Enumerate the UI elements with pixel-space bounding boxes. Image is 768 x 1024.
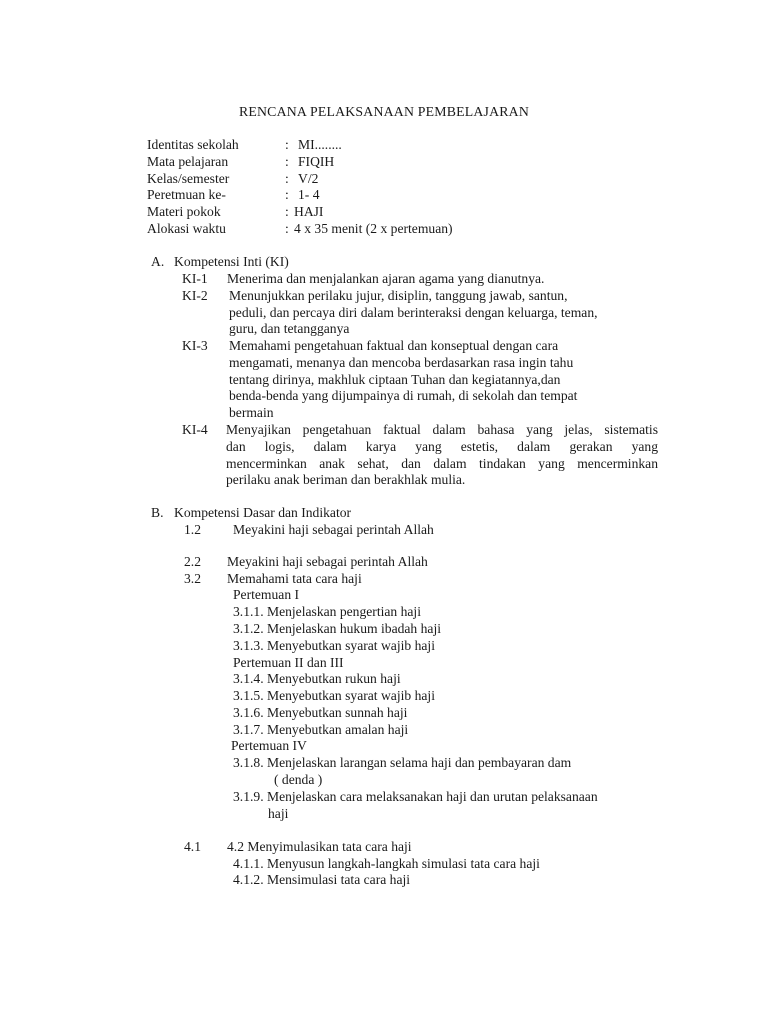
ki-code: KI-1 (182, 271, 208, 286)
ki-text-line: peduli, dan percaya diri dalam berinteraksi dengan keluarga, teman, (229, 305, 598, 320)
document-title: RENCANA PELAKSANAAN PEMBELAJARAN (238, 104, 530, 119)
indicator-item: 3.1.8. Menjelaskan larangan selama haji dan pembayaran dam (233, 755, 572, 770)
kd-number: 3.2 (184, 571, 201, 586)
indicator-item: 3.1.3. Menyebutkan syarat wajib haji (233, 638, 435, 653)
indicator-item: 3.1.2. Menjelaskan hukum ibadah haji (233, 621, 442, 636)
kd-number: 4.1 (184, 839, 201, 854)
indicator-item: 3.1.7. Menyebutkan amalan haji (233, 722, 409, 737)
indicator-item: 4.1.2. Mensimulasi tata cara haji (233, 872, 411, 887)
identity-value-time: 4 x 35 menit (2 x pertemuan) (294, 221, 453, 236)
indicator-item: 3.1.5. Menyebutkan syarat wajib haji (233, 688, 435, 703)
kd-text: Meyakini haji sebagai perintah Allah (233, 522, 434, 537)
identity-sep-topic: : (285, 204, 289, 219)
meeting-heading: Pertemuan I (233, 587, 300, 602)
ki-code: KI-2 (182, 288, 208, 303)
identity-label-school: Identitas sekolah (147, 137, 239, 152)
section-a-letter: A. (151, 254, 165, 269)
identity-label-meeting: Peretmuan ke- (147, 187, 226, 202)
kd-text: Meyakini haji sebagai perintah Allah (227, 554, 428, 569)
ki-text-line: Memahami pengetahuan faktual dan konseptual dengan cara (229, 338, 559, 353)
identity-label-topic: Materi pokok (147, 204, 221, 219)
indicator-item: 3.1.1. Menjelaskan pengertian haji (233, 604, 421, 619)
ki-text-line: dan logis, dalam karya yang estetis, dalam gerakan yang (226, 439, 658, 454)
ki-text-line: mengamati, menanya dan mencoba berdasarkan rasa ingin tahu (229, 355, 574, 370)
identity-value-topic: HAJI (294, 204, 324, 219)
meeting-heading: Pertemuan IV (231, 738, 307, 753)
identity-sep-time: : (285, 221, 289, 236)
kd-text: Memahami tata cara haji (227, 571, 362, 586)
ki-text-line: mencerminkan anak sehat, dan dalam tindakan yang mencerminkan (226, 456, 658, 471)
indicator-item: 3.1.4. Menyebutkan rukun haji (233, 671, 401, 686)
ki-text-line: bermain (229, 405, 274, 420)
section-b-letter: B. (151, 505, 164, 520)
ki-code: KI-4 (182, 422, 208, 437)
identity-value-subject: FIQIH (298, 154, 335, 169)
kd-number: 1.2 (184, 522, 201, 537)
identity-sep-subject: : (285, 154, 289, 169)
indicator-item: 3.1.9. Menjelaskan cara melaksanakan haji dan urutan pelaksanaan (233, 789, 598, 804)
ki-text-line: tentang dirinya, makhluk ciptaan Tuhan dan kegiatannya,dan (229, 372, 561, 387)
identity-sep-meeting: : (285, 187, 289, 202)
meeting-heading: Pertemuan II dan III (233, 655, 344, 670)
indicator-item: 4.1.1. Menyusun langkah-langkah simulasi tata cara haji (233, 856, 540, 871)
ki-text-line: Menunjukkan perilaku jujur, disiplin, tanggung jawab, santun, (229, 288, 568, 303)
identity-label-subject: Mata pelajaran (147, 154, 229, 169)
section-a-heading: Kompetensi Inti (KI) (174, 254, 289, 269)
indicator-item: 3.1.6. Menyebutkan sunnah haji (233, 705, 408, 720)
kd-text: 4.2 Menyimulasikan tata cara haji (227, 839, 412, 854)
ki-text-line: Menyajikan pengetahuan faktual dalam bahasa yang jelas, sistematis (226, 422, 658, 437)
identity-label-class: Kelas/semester (147, 171, 230, 186)
indicator-item-continuation: ( denda ) (274, 772, 323, 787)
section-b-heading: Kompetensi Dasar dan Indikator (174, 505, 352, 520)
kd-number: 2.2 (184, 554, 201, 569)
identity-label-time: Alokasi waktu (147, 221, 226, 236)
indicator-item-continuation: haji (268, 806, 289, 821)
identity-sep-class: : (285, 171, 289, 186)
ki-code: KI-3 (182, 338, 208, 353)
identity-value-school: MI........ (298, 137, 342, 152)
identity-value-meeting: 1- 4 (298, 187, 320, 202)
ki-text-line: perilaku anak beriman dan berakhlak mulia. (226, 472, 466, 487)
ki-text-line: Menerima dan menjalankan ajaran agama yang dianutnya. (227, 271, 545, 286)
ki-text-line: guru, dan tetangganya (229, 321, 350, 336)
ki-text-line: benda-benda yang dijumpainya di rumah, di sekolah dan tempat (229, 388, 578, 403)
identity-value-class: V/2 (298, 171, 319, 186)
identity-sep-school: : (285, 137, 289, 152)
